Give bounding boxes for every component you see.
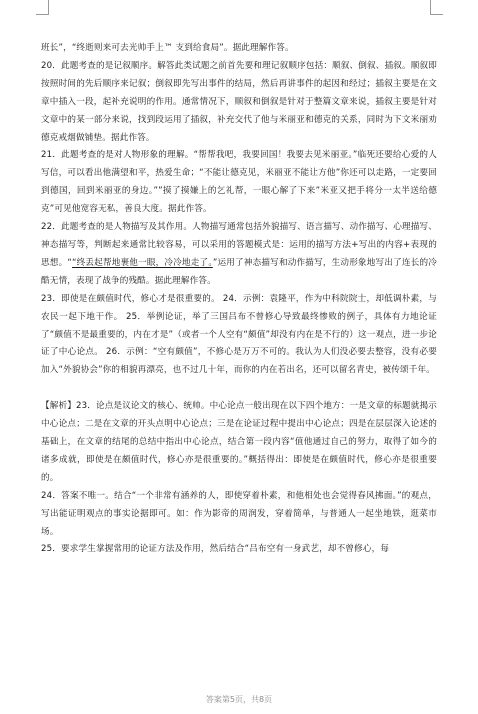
paragraph-q22-text: 22．此题考查的是人物描写及其作用。人物描写通常包括外貌描写、语言描写、动作描写、心理描写、神态描写等，判断起来通常比较容易，可以采用的答题模式是：运用的描写方法+写出的内容+表现的思想。“ <box>41 222 437 268</box>
paragraph-q22 <box>41 219 437 291</box>
document-body <box>41 40 437 559</box>
crop-mark-top-left <box>36 0 49 15</box>
paragraph-analysis-24: 24．答案不唯一。结合“一个非常有涵养的人，即使穿着朴素，和他相处也会觉得春风拂面。”的观点，写出能证明观点的事实论据即可。如：作为影帝的周润发，穿着简单，与普通人一起坐地铁，逛菜市场。 <box>41 490 437 537</box>
paragraph-continuation: 班长”，“终逝则来可去光帅手上™ 支到给食局”。据此理解作答。 <box>41 43 294 53</box>
underlined-quote: “终丢起帮地裹他一眼，冷冷地走了。 <box>71 257 213 268</box>
page-footer: 答案第5页，共8页 <box>205 695 273 704</box>
paragraph-q21: 21．此题考查的是对人物形象的理解。“帮帮我吧，我要回国！我要去见米丽亚。”临死还要给心爱的人写信，可以看出他满望和平，热爱生命；“不能让德克见，米丽亚不能让方他”你还可以走路，一定要回到德国，回到米丽亚的身边。””摸了摸嫌上的乞礼帮，一眼心解了下来”米亚又把手将分一太半送给德克”可见他宽容无私，善良大度。据此作答。 <box>41 150 437 215</box>
paragraph-analysis-25: 25．要求学生掌握常用的论证方法及作用，然后结合“吕布空有一身武艺，却不曾修心，每 <box>41 544 390 555</box>
paragraph-q20: 20．此题考查的是记叙顺序。解答此类试题之前首先要和理记叙顺序包括：顺叙、倒叙、插叙。顺叙即按照时间的先后顺序来记叙；倒叙即先写出事件的结局，然后再讲事件的起因和经过；插叙主要是在文章中插入一段，起补充说明的作用。通常情况下，顺叙和倒叙是针对于整篇文章来说，插叙主要是针对文章中的某一部分来说，找到段运用了插叙，补充交代了他与米丽亚和德克的关系，同时为下文米丽劝德克戒烟做铺垫。据此作答。 <box>41 60 437 143</box>
paragraph-analysis-23: 【解析】23．论点是议论文的核心、统帅。中心论点一般出现在以下四个地方：一是文章的标题就揭示中心论点；二是在文章的开头点明中心论点；三是在论证过程中提出中心论点；四是在层层深入论述的基础上，在文章的结尾的总结中指出中心论点，结合第一段内容“值他通过自己的努力，取得了如今的诸多成就，即使是在颇值时代，修心亦是很重要的。”概括得出：即使是在颇值时代，修心亦是很重要的。 <box>41 401 437 483</box>
crop-mark-top-right <box>430 0 443 15</box>
paragraph-q22-tail: ”运用了神态描写和动作描写，生动形象地写出了连长的冷酷无情，表现了战争的残酷。据此理解作答。 <box>41 257 437 286</box>
paragraph-gap <box>41 380 437 398</box>
paragraph-answers-23-26: 23．即使是在颇值时代，修心才是很重要的。 24．示例：袁隆平，作为中科院院士，却低调朴素，与农民一起下地干作。 25．举例论证，举了三国吕布不曾修心导致最终惨败的例子，具体有力地论证了“颇值不是最重要的，内在才是”（或者一个人空有“颇值”却没有内在是不行的）这一观点，进一步论证了中心论点。 26．示例：“空有颇值”，不修心是万万不可的。我认为人们没必要去整容，没有必要加入“外貌协会”你的相貌再漂亮，也不过几十年，而你的内在若出名，还可以留名青史，被传颂千年。 <box>41 293 437 376</box>
